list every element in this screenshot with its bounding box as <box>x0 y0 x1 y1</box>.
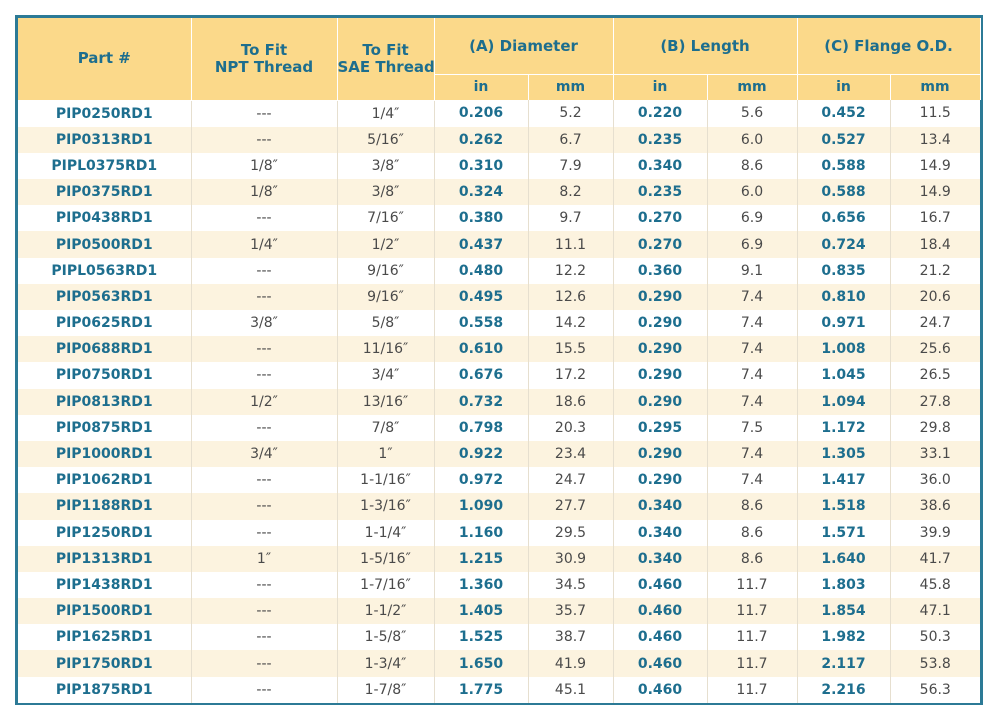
cell-npt-thread: --- <box>191 624 337 650</box>
cell-flange-mm: 18.4 <box>890 231 980 257</box>
cell-flange-in: 1.571 <box>797 520 890 546</box>
cell-diameter-mm: 18.6 <box>528 389 613 415</box>
cell-part-number: PIP0563RD1 <box>18 284 191 310</box>
cell-length-in: 0.290 <box>613 310 707 336</box>
cell-flange-mm: 21.2 <box>890 258 980 284</box>
table-row <box>18 546 980 572</box>
cell-diameter-mm: 12.6 <box>528 284 613 310</box>
cell-sae-thread: 1-1/16″ <box>337 467 434 493</box>
unit-flange-mm: mm <box>890 75 980 101</box>
cell-length-mm: 8.6 <box>707 153 797 179</box>
cell-part-number: PIP1750RD1 <box>18 650 191 676</box>
cell-part-number: PIP1062RD1 <box>18 467 191 493</box>
cell-part-number: PIP0500RD1 <box>18 231 191 257</box>
cell-flange-in: 0.656 <box>797 205 890 231</box>
cell-part-number: PIP0813RD1 <box>18 389 191 415</box>
cell-sae-thread: 11/16″ <box>337 336 434 362</box>
table-row <box>18 310 980 336</box>
cell-length-mm: 7.4 <box>707 441 797 467</box>
cell-flange-mm: 24.7 <box>890 310 980 336</box>
cell-length-mm: 9.1 <box>707 258 797 284</box>
cell-length-in: 0.290 <box>613 467 707 493</box>
cell-diameter-in: 1.525 <box>434 624 528 650</box>
cell-sae-thread: 1-3/4″ <box>337 650 434 676</box>
cell-length-mm: 7.4 <box>707 467 797 493</box>
cell-length-in: 0.290 <box>613 362 707 388</box>
cell-flange-in: 1.982 <box>797 624 890 650</box>
cell-diameter-in: 0.676 <box>434 362 528 388</box>
cell-length-mm: 8.6 <box>707 520 797 546</box>
cell-diameter-in: 0.495 <box>434 284 528 310</box>
header-flange: (C) Flange O.D. <box>797 18 980 75</box>
cell-length-mm: 6.9 <box>707 205 797 231</box>
cell-length-in: 0.235 <box>613 127 707 153</box>
cell-part-number: PIP1188RD1 <box>18 493 191 519</box>
cell-diameter-mm: 41.9 <box>528 650 613 676</box>
cell-length-in: 0.270 <box>613 205 707 231</box>
cell-diameter-in: 1.360 <box>434 572 528 598</box>
cell-diameter-in: 0.922 <box>434 441 528 467</box>
cell-length-in: 0.340 <box>613 520 707 546</box>
cell-npt-thread: --- <box>191 336 337 362</box>
cell-length-mm: 6.0 <box>707 179 797 205</box>
cell-flange-mm: 11.5 <box>890 100 980 127</box>
table-row <box>18 179 980 205</box>
cell-diameter-mm: 45.1 <box>528 677 613 703</box>
cell-length-mm: 7.4 <box>707 362 797 388</box>
cell-length-mm: 7.4 <box>707 310 797 336</box>
cell-diameter-mm: 27.7 <box>528 493 613 519</box>
cell-npt-thread: --- <box>191 258 337 284</box>
cell-diameter-in: 0.558 <box>434 310 528 336</box>
cell-length-in: 0.340 <box>613 493 707 519</box>
header-sae-thread <box>337 18 434 100</box>
cell-length-in: 0.360 <box>613 258 707 284</box>
cell-part-number: PIPL0563RD1 <box>18 258 191 284</box>
cell-length-in: 0.235 <box>613 179 707 205</box>
cell-length-in: 0.290 <box>613 389 707 415</box>
cell-flange-mm: 39.9 <box>890 520 980 546</box>
cell-diameter-in: 0.310 <box>434 153 528 179</box>
cell-length-mm: 8.6 <box>707 546 797 572</box>
cell-flange-in: 0.588 <box>797 179 890 205</box>
cell-part-number: PIPL0375RD1 <box>18 153 191 179</box>
header-sae-line1: To Fit <box>362 40 409 59</box>
cell-flange-mm: 38.6 <box>890 493 980 519</box>
cell-length-in: 0.460 <box>613 650 707 676</box>
cell-length-in: 0.270 <box>613 231 707 257</box>
cell-length-mm: 11.7 <box>707 650 797 676</box>
cell-flange-mm: 56.3 <box>890 677 980 703</box>
cell-sae-thread: 3/4″ <box>337 362 434 388</box>
cell-sae-thread: 5/8″ <box>337 310 434 336</box>
cell-flange-mm: 16.7 <box>890 205 980 231</box>
cell-npt-thread: --- <box>191 415 337 441</box>
cell-npt-thread: 3/4″ <box>191 441 337 467</box>
cell-diameter-mm: 5.2 <box>528 100 613 127</box>
cell-flange-in: 1.045 <box>797 362 890 388</box>
cell-diameter-in: 1.215 <box>434 546 528 572</box>
cell-length-mm: 11.7 <box>707 598 797 624</box>
cell-diameter-in: 1.160 <box>434 520 528 546</box>
cell-length-mm: 7.4 <box>707 336 797 362</box>
cell-length-in: 0.340 <box>613 546 707 572</box>
cell-sae-thread: 1-5/8″ <box>337 624 434 650</box>
table-row <box>18 258 980 284</box>
cell-part-number: PIP0875RD1 <box>18 415 191 441</box>
table-row <box>18 650 980 676</box>
cell-sae-thread: 1-1/4″ <box>337 520 434 546</box>
table-row <box>18 336 980 362</box>
cell-npt-thread: 1/8″ <box>191 179 337 205</box>
table-row <box>18 153 980 179</box>
table-row <box>18 572 980 598</box>
cell-sae-thread: 3/8″ <box>337 153 434 179</box>
unit-diameter-mm: mm <box>528 75 613 101</box>
cell-diameter-mm: 23.4 <box>528 441 613 467</box>
cell-flange-mm: 41.7 <box>890 546 980 572</box>
table-row <box>18 415 980 441</box>
cell-diameter-mm: 38.7 <box>528 624 613 650</box>
cell-length-mm: 7.5 <box>707 415 797 441</box>
cell-sae-thread: 1″ <box>337 441 434 467</box>
cell-diameter-mm: 11.1 <box>528 231 613 257</box>
cell-sae-thread: 1/4″ <box>337 100 434 127</box>
table-row <box>18 389 980 415</box>
cell-flange-in: 1.854 <box>797 598 890 624</box>
table-row <box>18 493 980 519</box>
table-row <box>18 362 980 388</box>
cell-flange-in: 1.518 <box>797 493 890 519</box>
cell-part-number: PIP0375RD1 <box>18 179 191 205</box>
cell-length-in: 0.460 <box>613 624 707 650</box>
cell-sae-thread: 7/16″ <box>337 205 434 231</box>
cell-npt-thread: 1″ <box>191 546 337 572</box>
cell-diameter-mm: 24.7 <box>528 467 613 493</box>
cell-part-number: PIP1500RD1 <box>18 598 191 624</box>
cell-npt-thread: --- <box>191 572 337 598</box>
cell-sae-thread: 1-3/16″ <box>337 493 434 519</box>
cell-flange-mm: 14.9 <box>890 179 980 205</box>
table-row <box>18 231 980 257</box>
cell-flange-in: 0.527 <box>797 127 890 153</box>
cell-diameter-in: 0.732 <box>434 389 528 415</box>
cell-length-in: 0.460 <box>613 598 707 624</box>
cell-length-in: 0.290 <box>613 284 707 310</box>
cell-flange-in: 0.810 <box>797 284 890 310</box>
cell-length-in: 0.340 <box>613 153 707 179</box>
cell-npt-thread: 3/8″ <box>191 310 337 336</box>
header-npt-line2: NPT Thread <box>214 57 314 76</box>
table-row <box>18 598 980 624</box>
cell-flange-in: 0.588 <box>797 153 890 179</box>
spec-table-frame <box>15 15 983 705</box>
cell-flange-mm: 50.3 <box>890 624 980 650</box>
cell-length-in: 0.220 <box>613 100 707 127</box>
cell-flange-mm: 33.1 <box>890 441 980 467</box>
cell-npt-thread: --- <box>191 362 337 388</box>
cell-part-number: PIP0250RD1 <box>18 100 191 127</box>
cell-flange-in: 0.452 <box>797 100 890 127</box>
table-header <box>18 18 980 100</box>
cell-part-number: PIP0625RD1 <box>18 310 191 336</box>
header-part: Part # <box>18 18 191 100</box>
cell-part-number: PIP0688RD1 <box>18 336 191 362</box>
header-npt-thread <box>191 18 337 100</box>
cell-flange-in: 0.724 <box>797 231 890 257</box>
table-row <box>18 127 980 153</box>
cell-flange-mm: 53.8 <box>890 650 980 676</box>
cell-diameter-in: 1.405 <box>434 598 528 624</box>
cell-npt-thread: --- <box>191 677 337 703</box>
cell-diameter-in: 0.324 <box>434 179 528 205</box>
spec-table <box>18 18 981 703</box>
cell-length-mm: 6.0 <box>707 127 797 153</box>
cell-flange-mm: 14.9 <box>890 153 980 179</box>
cell-flange-in: 1.008 <box>797 336 890 362</box>
cell-flange-in: 1.094 <box>797 389 890 415</box>
cell-length-in: 0.460 <box>613 677 707 703</box>
cell-diameter-in: 0.610 <box>434 336 528 362</box>
cell-flange-mm: 25.6 <box>890 336 980 362</box>
cell-npt-thread: 1/4″ <box>191 231 337 257</box>
cell-diameter-in: 1.650 <box>434 650 528 676</box>
cell-sae-thread: 1/2″ <box>337 231 434 257</box>
cell-diameter-in: 0.972 <box>434 467 528 493</box>
cell-diameter-mm: 34.5 <box>528 572 613 598</box>
cell-diameter-in: 0.798 <box>434 415 528 441</box>
table-row <box>18 520 980 546</box>
cell-sae-thread: 13/16″ <box>337 389 434 415</box>
cell-diameter-mm: 6.7 <box>528 127 613 153</box>
table-row <box>18 441 980 467</box>
cell-diameter-mm: 8.2 <box>528 179 613 205</box>
cell-diameter-mm: 20.3 <box>528 415 613 441</box>
cell-part-number: PIP1438RD1 <box>18 572 191 598</box>
cell-flange-in: 2.216 <box>797 677 890 703</box>
cell-sae-thread: 1-7/8″ <box>337 677 434 703</box>
cell-diameter-in: 0.437 <box>434 231 528 257</box>
cell-diameter-mm: 15.5 <box>528 336 613 362</box>
cell-length-mm: 8.6 <box>707 493 797 519</box>
cell-flange-mm: 27.8 <box>890 389 980 415</box>
cell-part-number: PIP1875RD1 <box>18 677 191 703</box>
cell-diameter-in: 0.206 <box>434 100 528 127</box>
cell-length-mm: 5.6 <box>707 100 797 127</box>
cell-diameter-mm: 12.2 <box>528 258 613 284</box>
cell-sae-thread: 3/8″ <box>337 179 434 205</box>
cell-diameter-mm: 29.5 <box>528 520 613 546</box>
cell-part-number: PIP0750RD1 <box>18 362 191 388</box>
table-row <box>18 624 980 650</box>
cell-sae-thread: 1-7/16″ <box>337 572 434 598</box>
cell-npt-thread: 1/2″ <box>191 389 337 415</box>
cell-diameter-mm: 14.2 <box>528 310 613 336</box>
table-row <box>18 100 980 127</box>
cell-diameter-in: 1.090 <box>434 493 528 519</box>
cell-sae-thread: 1-5/16″ <box>337 546 434 572</box>
cell-flange-mm: 20.6 <box>890 284 980 310</box>
cell-npt-thread: 1/8″ <box>191 153 337 179</box>
cell-diameter-in: 0.380 <box>434 205 528 231</box>
header-npt-line1: To Fit <box>240 40 288 59</box>
cell-diameter-in: 1.775 <box>434 677 528 703</box>
cell-diameter-mm: 9.7 <box>528 205 613 231</box>
cell-npt-thread: --- <box>191 520 337 546</box>
table-row <box>18 284 980 310</box>
cell-flange-mm: 13.4 <box>890 127 980 153</box>
cell-part-number: PIP0438RD1 <box>18 205 191 231</box>
cell-flange-mm: 26.5 <box>890 362 980 388</box>
cell-npt-thread: --- <box>191 284 337 310</box>
unit-length-mm: mm <box>707 75 797 101</box>
table-body <box>18 100 980 703</box>
cell-diameter-mm: 35.7 <box>528 598 613 624</box>
cell-diameter-mm: 17.2 <box>528 362 613 388</box>
cell-flange-in: 1.640 <box>797 546 890 572</box>
cell-length-mm: 11.7 <box>707 677 797 703</box>
table-row <box>18 205 980 231</box>
cell-length-mm: 7.4 <box>707 389 797 415</box>
cell-length-in: 0.290 <box>613 441 707 467</box>
cell-flange-in: 2.117 <box>797 650 890 676</box>
header-length: (B) Length <box>613 18 797 75</box>
cell-diameter-in: 0.262 <box>434 127 528 153</box>
cell-length-in: 0.460 <box>613 572 707 598</box>
cell-flange-mm: 29.8 <box>890 415 980 441</box>
cell-diameter-in: 0.480 <box>434 258 528 284</box>
cell-length-in: 0.290 <box>613 336 707 362</box>
unit-flange-in: in <box>797 75 890 101</box>
table-row <box>18 677 980 703</box>
cell-npt-thread: --- <box>191 598 337 624</box>
cell-flange-in: 1.305 <box>797 441 890 467</box>
cell-length-mm: 11.7 <box>707 624 797 650</box>
cell-sae-thread: 7/8″ <box>337 415 434 441</box>
cell-flange-mm: 45.8 <box>890 572 980 598</box>
cell-flange-in: 0.835 <box>797 258 890 284</box>
unit-length-in: in <box>613 75 707 101</box>
header-sae-line2: SAE Thread <box>337 57 435 76</box>
cell-npt-thread: --- <box>191 493 337 519</box>
cell-flange-in: 0.971 <box>797 310 890 336</box>
cell-npt-thread: --- <box>191 650 337 676</box>
cell-npt-thread: --- <box>191 127 337 153</box>
table-row <box>18 467 980 493</box>
cell-length-in: 0.295 <box>613 415 707 441</box>
unit-diameter-in: in <box>434 75 528 101</box>
cell-flange-in: 1.172 <box>797 415 890 441</box>
cell-flange-in: 1.417 <box>797 467 890 493</box>
cell-npt-thread: --- <box>191 205 337 231</box>
cell-length-mm: 6.9 <box>707 231 797 257</box>
cell-sae-thread: 9/16″ <box>337 258 434 284</box>
cell-sae-thread: 5/16″ <box>337 127 434 153</box>
cell-sae-thread: 1-1/2″ <box>337 598 434 624</box>
cell-flange-mm: 47.1 <box>890 598 980 624</box>
cell-part-number: PIP1625RD1 <box>18 624 191 650</box>
cell-part-number: PIP1000RD1 <box>18 441 191 467</box>
cell-npt-thread: --- <box>191 100 337 127</box>
cell-part-number: PIP0313RD1 <box>18 127 191 153</box>
cell-npt-thread: --- <box>191 467 337 493</box>
cell-flange-in: 1.803 <box>797 572 890 598</box>
cell-sae-thread: 9/16″ <box>337 284 434 310</box>
cell-flange-mm: 36.0 <box>890 467 980 493</box>
header-diameter: (A) Diameter <box>434 18 613 75</box>
cell-length-mm: 7.4 <box>707 284 797 310</box>
cell-length-mm: 11.7 <box>707 572 797 598</box>
cell-part-number: PIP1313RD1 <box>18 546 191 572</box>
cell-part-number: PIP1250RD1 <box>18 520 191 546</box>
cell-diameter-mm: 7.9 <box>528 153 613 179</box>
cell-diameter-mm: 30.9 <box>528 546 613 572</box>
